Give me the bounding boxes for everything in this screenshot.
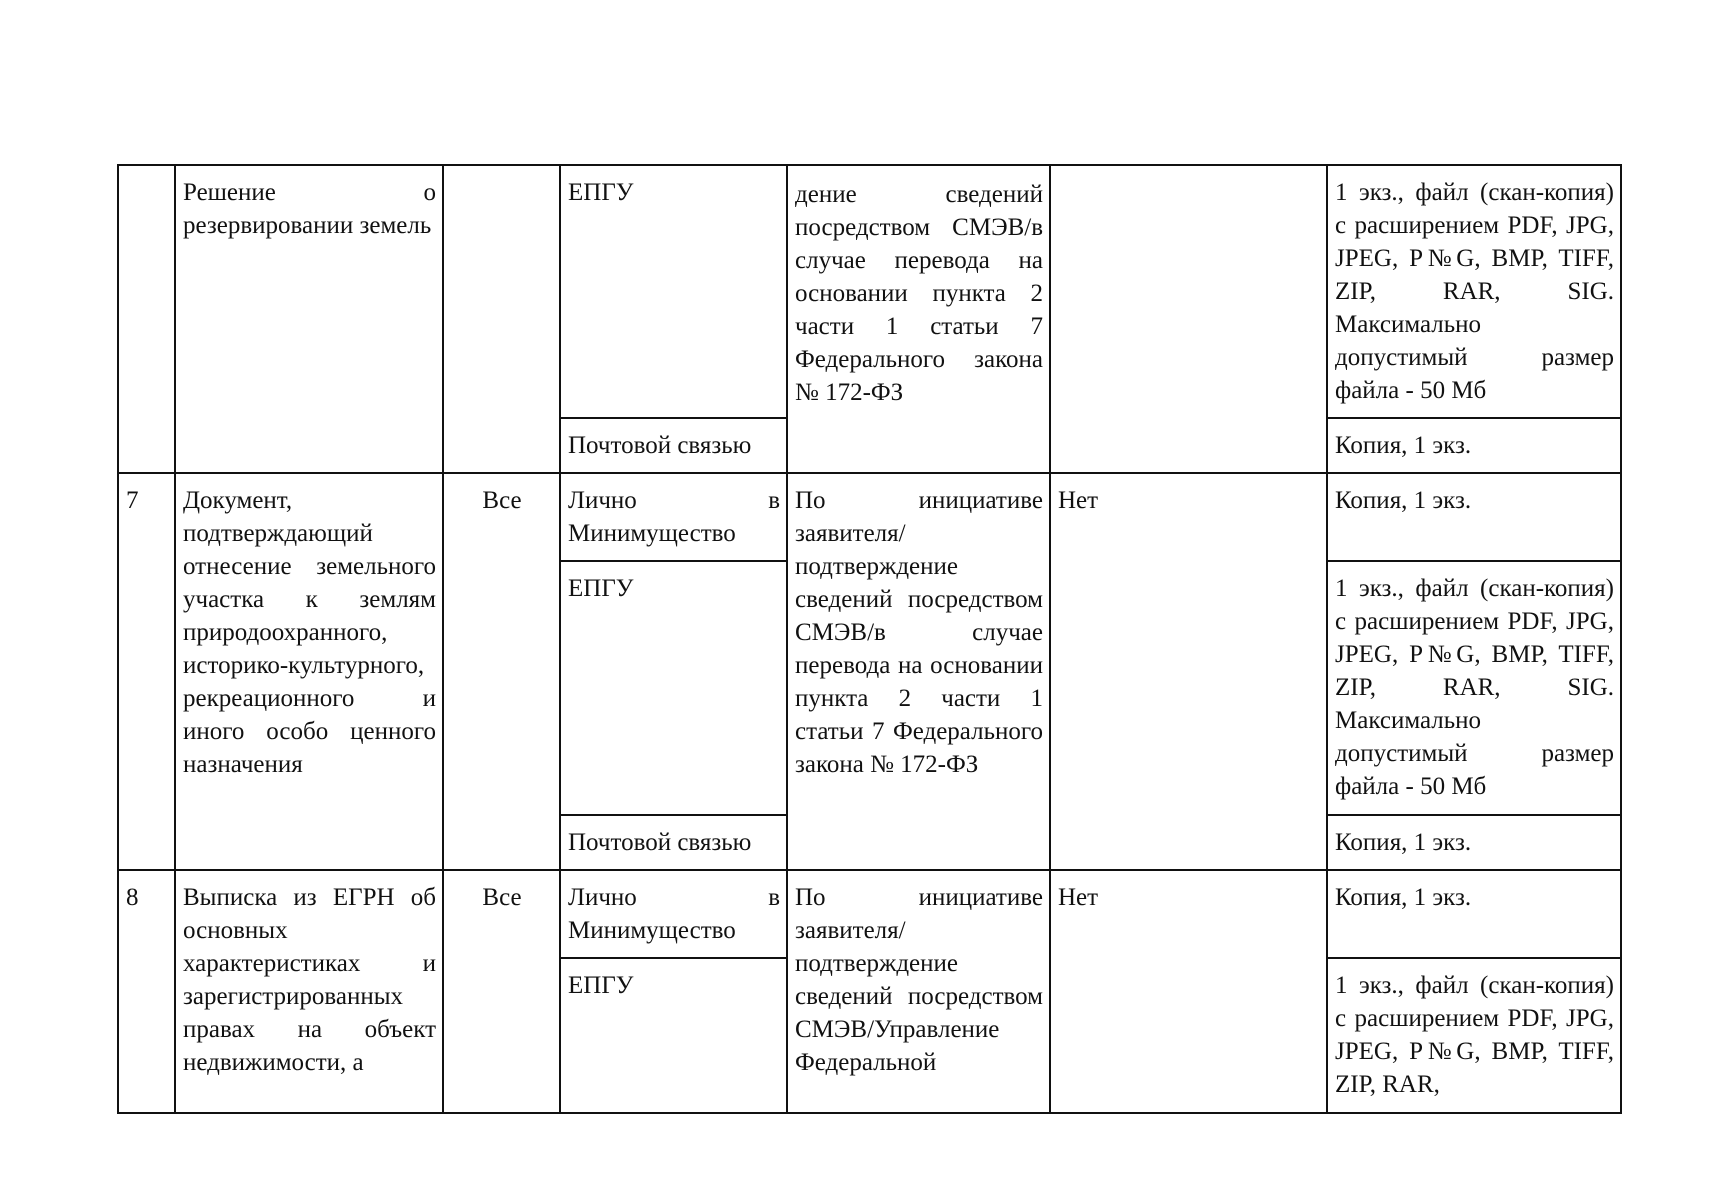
document-form: 1 экз., файл (скан-копия) с расширением PDF, JPG, JPEG, P№G, BMP, TIFF, ZIP, RAR, SIG. Максимально допустимый размер файла - 50 Мб [1327, 561, 1621, 815]
document-form: 1 экз., файл (скан-копия) с расширением PDF, JPG, JPEG, P№G, BMP, TIFF, ZIP, RAR, SIG. Максимально допустимый размер файла - 50 Мб [1327, 165, 1621, 418]
submission-basis: дение сведений посредством СМЭВ/в случае перевода на основании пункта 2 части 1 статьи 7 Федерального закона № 172-ФЗ [787, 165, 1050, 473]
table-row [118, 870, 1621, 958]
documents-table [117, 164, 1622, 1114]
submission-basis: По инициативе заявителя/подтверждение сведений посредством СМЭВ/в случае перевода на основании пункта 2 части 1 статьи 7 Федерального закона № 172-ФЗ [787, 473, 1050, 870]
row-number [118, 165, 175, 473]
submission-way: ЕПГУ [560, 165, 787, 418]
conditions [1050, 165, 1327, 473]
applicant-category: Все [443, 473, 560, 870]
conditions: Нет [1050, 870, 1327, 1113]
table-row [118, 473, 1621, 561]
submission-way: Почтовой связью [560, 418, 787, 473]
document-form: Копия, 1 экз. [1327, 473, 1621, 561]
submission-way: ЕПГУ [560, 561, 787, 815]
submission-way: Почтовой связью [560, 815, 787, 870]
document-name: Выписка из ЕГРН об основных характеристиках и зарегистрированных правах на объект недвижимости, а [175, 870, 443, 1113]
applicant-category: Все [443, 870, 560, 1113]
submission-way: Лично в Минимущество [560, 473, 787, 561]
submission-way: ЕПГУ [560, 958, 787, 1113]
row-number: 8 [118, 870, 175, 1113]
row-number: 7 [118, 473, 175, 870]
document-name: Решение о резервировании земель [175, 165, 443, 473]
document-form: 1 экз., файл (скан-копия) с расширением PDF, JPG, JPEG, P№G, BMP, TIFF, ZIP, RAR, [1327, 958, 1621, 1113]
document-form: Копия, 1 экз. [1327, 815, 1621, 870]
conditions: Нет [1050, 473, 1327, 870]
table-row [118, 165, 1621, 418]
submission-way: Лично в Минимущество [560, 870, 787, 958]
document-name: Документ, подтверждающий отнесение земельного участка к землям природоохранного, историко-культурного, рекреационного и иного особо ценного назначения [175, 473, 443, 870]
applicant-category [443, 165, 560, 473]
document-form: Копия, 1 экз. [1327, 418, 1621, 473]
document-form: Копия, 1 экз. [1327, 870, 1621, 958]
submission-basis: По инициативе заявителя/подтверждение сведений посредством СМЭВ/Управление Федеральной [787, 870, 1050, 1113]
